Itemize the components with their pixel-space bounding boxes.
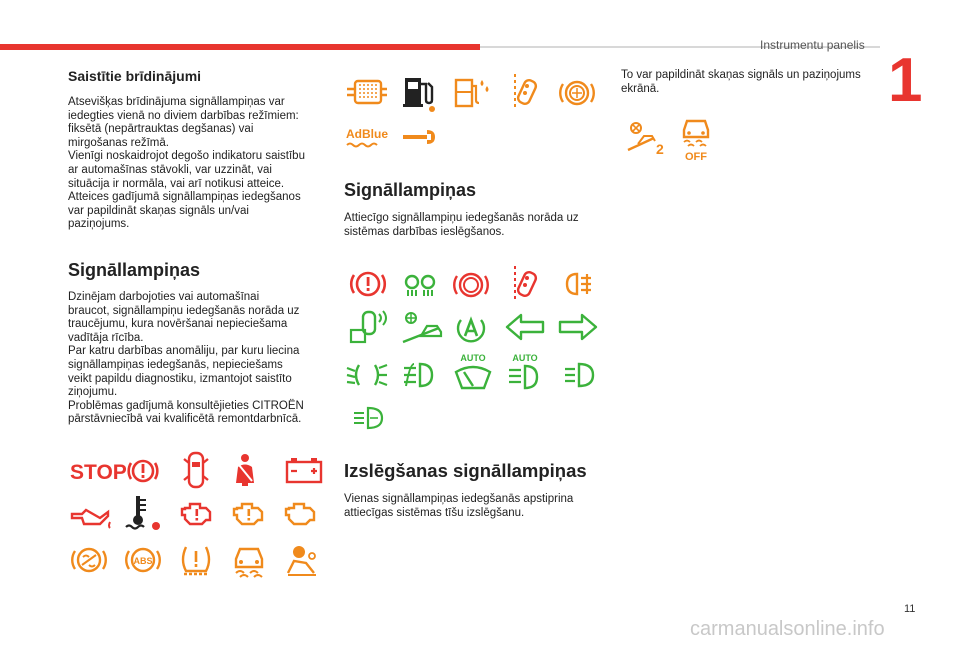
fuel-low-icon — [401, 74, 437, 112]
highbeam-assist-icon — [352, 406, 386, 430]
watermark: carmanualsonline.info — [690, 618, 885, 640]
hill-assist-icon — [349, 308, 389, 346]
chapter-number: 1 — [888, 46, 923, 115]
esc-off-icon — [678, 116, 714, 162]
coolant-temp-icon — [124, 494, 160, 532]
brake-pad-icon — [558, 75, 596, 111]
brake-red-icon — [349, 267, 387, 301]
indicator-text: Attiecīgo signāllampiņu iedegšanās norāda uz sistēmas darbības ieslēgšanos. — [344, 212, 579, 238]
turn-left-icon — [505, 312, 545, 342]
svg-text:AUTO: AUTO — [460, 353, 486, 363]
abs-icon — [124, 543, 162, 577]
main-beam-icon — [563, 362, 599, 388]
battery-icon — [285, 456, 323, 484]
engine-fault-red-icon — [180, 500, 214, 528]
off-heading: Izslēgšanas signāllampiņas — [344, 460, 587, 481]
section-label: Instrumentu panelis — [760, 38, 865, 52]
brake-warning-icon — [127, 455, 159, 487]
lane-departure-icon — [399, 310, 443, 346]
lamps-text: Dzinējam darbojoties vai automašīnai braucot, signāllampiņu iedegšanās norāda uz traucējumu, kura novēršanai nepieciešama vadītāja rīcība. Par katru darbības anomāliju, par kuru liecina signāllampiņas iedegšanās, nepieciešams veikt papildu diagnostiku, izmantojot saistīto ziņojumu. Problēmas gadījumā konsultējieties CITROËN pārstāvniecībā vai kvalificētā remontdarbnīcā. — [68, 291, 304, 426]
right-text: To var papildināt skaņas signāls un paziņojums ekrānā. — [621, 69, 861, 95]
svg-text:AUTO: AUTO — [512, 353, 538, 363]
esc-icon — [230, 543, 268, 579]
oil-pressure-icon — [70, 500, 112, 530]
stop-start-icon — [455, 312, 487, 344]
accent-bar — [0, 44, 480, 50]
key-remote-icon — [509, 72, 543, 112]
tyre-pressure-icon — [178, 543, 214, 577]
rear-fog-icon — [563, 268, 597, 300]
dpf-icon — [70, 543, 108, 577]
sidelights-icon — [402, 270, 438, 298]
warnings-text: Atsevišķas brīdinājuma signāllampiņas var iedegties vienā no diviem darbības režīmiem: fiksētā (nepārtrauktas degšanas) vai mirgošanas režīmā. Vienīgi noskaidrojot degošo indikatoru saistību ar automašīnas stāvokli, var uzzināt, vai situācija ir normāla, vai arī notikusi atteice. Atteices gadījumā signāllampiņas iedegšanos var papildināt skaņas signāls un/vai paziņojums. — [68, 96, 305, 231]
svg-text:OFF: OFF — [685, 151, 707, 163]
svg-text:2: 2 — [656, 141, 664, 157]
dipped-beam-icon — [345, 362, 389, 388]
off-text: Vienas signāllampiņas iedegšanās apstiprina attiecīgas sistēmas tīšu izslēgšanu. — [344, 493, 574, 519]
indicator-heading: Signāllampiņas — [344, 180, 477, 200]
turn-right-icon — [558, 312, 598, 342]
lamps-heading: Signāllampiņas — [68, 260, 201, 280]
park-brake-icon — [452, 267, 490, 303]
warnings-heading: Saistītie brīdinājumi — [68, 68, 202, 84]
front-fog-icon — [402, 360, 438, 390]
svg-text:ABS: ABS — [133, 556, 153, 566]
adblue-icon — [345, 124, 393, 150]
page-number: 11 — [904, 603, 916, 615]
auto-headlights-icon — [505, 352, 545, 392]
airbag-off-icon — [284, 543, 320, 579]
door-open-icon — [183, 450, 209, 490]
lane-assist-off-icon — [624, 120, 664, 156]
engine-service-icon — [232, 500, 266, 528]
seatbelt-icon — [230, 453, 260, 487]
svg-text:AdBlue: AdBlue — [346, 127, 388, 141]
wrench-icon — [401, 127, 437, 147]
particle-filter-icon — [345, 75, 389, 109]
water-in-diesel-icon — [452, 74, 492, 110]
key-remote-green-icon — [509, 264, 543, 304]
engine-management-icon — [284, 500, 318, 528]
auto-wiper-icon — [452, 352, 494, 392]
stop-icon — [70, 456, 127, 486]
svg-text:STOP: STOP — [70, 461, 127, 484]
